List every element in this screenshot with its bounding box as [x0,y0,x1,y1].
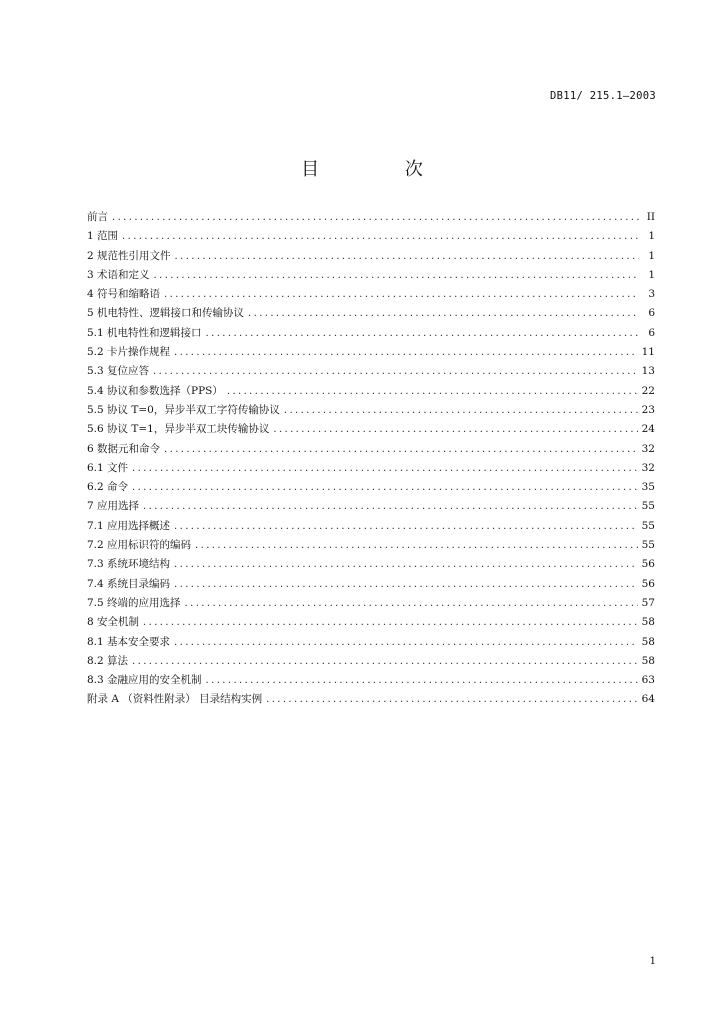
toc-entry-page: 63 [641,674,655,687]
toc-leader-dots [174,343,638,362]
toc-entry[interactable] [87,285,655,304]
toc-leader-dots [132,652,638,671]
toc-leader-dots [143,497,638,516]
toc-entry-page: 55 [641,539,655,552]
toc-entry-label: 8.1 基本安全要求 [87,635,171,648]
toc-entry-page: 1 [648,230,655,243]
toc-entry[interactable] [87,401,655,420]
toc-leader-dots [227,382,638,401]
document-code: DB11/ 215.1—2003 [550,90,656,102]
toc-entry-label: 6.2 命令 [87,481,129,494]
toc-entry-label: 5.4 协议和参数选择（PPS） [87,384,223,397]
toc-entry-label: 6.1 文件 [87,461,129,474]
toc-entry[interactable] [87,555,655,574]
toc-entry-label: 5.1 机电特性和逻辑接口 [87,326,202,339]
toc-entry-label: 7.3 系统环境结构 [87,558,171,571]
toc-leader-dots [284,401,638,420]
toc-entry-label: 5.3 复位应答 [87,365,150,378]
toc-entry-page: 6 [648,307,655,320]
toc-entry-page: 58 [641,654,655,667]
toc-entry-page: 1 [648,268,655,281]
toc-leader-dots [112,208,639,227]
toc-leader-dots [206,324,639,343]
toc-entry-page: 55 [641,500,655,513]
toc-leader-dots [195,536,638,555]
toc-entry-page: 56 [641,558,655,571]
toc-entry[interactable] [87,478,655,497]
toc-leader-dots [143,613,638,632]
toc-entry-label: 5.6 协议 T=1，异步半双工块传输协议 [87,423,270,436]
toc-entry[interactable] [87,517,655,536]
toc-entry[interactable] [87,690,655,709]
toc-leader-dots [153,362,638,381]
toc-entry-page: II [646,211,655,223]
toc-leader-dots [206,671,638,690]
toc-entry-page: 64 [641,693,655,706]
toc-entry[interactable] [87,575,655,594]
toc-entry[interactable] [87,594,655,613]
toc-entry-page: 58 [641,616,655,629]
toc-entry-page: 32 [641,461,655,474]
toc-entry-label: 7.1 应用选择概述 [87,519,171,532]
toc-entry-label: 7 应用选择 [87,500,140,513]
toc-entry[interactable] [87,382,655,401]
toc-entry[interactable] [87,227,655,246]
toc-entry-label: 8.2 算法 [87,654,129,667]
toc-entry-label: 7.4 系统目录编码 [87,577,171,590]
toc-entry[interactable] [87,208,655,227]
toc-entry[interactable] [87,247,655,266]
toc-entry[interactable] [87,266,655,285]
toc-entry[interactable] [87,497,655,516]
toc-entry-label: 3 术语和定义 [87,268,150,281]
toc-entry-page: 57 [641,596,655,609]
toc-entry[interactable] [87,343,655,362]
toc-entry-page: 3 [648,288,655,301]
toc-leader-dots [132,459,638,478]
table-of-contents [87,208,655,710]
toc-leader-dots [174,555,638,574]
toc-leader-dots [266,690,638,709]
page-title: 目 次 [301,159,463,180]
page-number: 1 [649,956,656,967]
toc-entry-page: 1 [648,249,655,262]
toc-entry-page: 35 [641,481,655,494]
toc-entry[interactable] [87,420,655,439]
toc-entry[interactable] [87,536,655,555]
toc-entry-label: 7.5 终端的应用选择 [87,596,181,609]
toc-leader-dots [174,633,638,652]
toc-leader-dots [154,266,639,285]
toc-entry[interactable] [87,362,655,381]
toc-entry-page: 22 [641,384,655,397]
toc-entry-label: 5.2 卡片操作规程 [87,346,171,359]
toc-entry[interactable] [87,652,655,671]
toc-entry[interactable] [87,613,655,632]
toc-entry[interactable] [87,633,655,652]
toc-leader-dots [185,594,638,613]
toc-entry[interactable] [87,324,655,343]
toc-entry-label: 6 数据元和命令 [87,442,161,455]
toc-leader-dots [164,285,639,304]
toc-entry-label: 8.3 金融应用的安全机制 [87,674,202,687]
toc-entry[interactable] [87,304,655,323]
toc-entry-label: 1 范围 [87,230,119,243]
toc-entry-page: 32 [641,442,655,455]
toc-leader-dots [164,440,638,459]
toc-entry-page: 55 [641,519,655,532]
toc-leader-dots [132,478,638,497]
toc-entry-label: 附录 A （资料性附录） 目录结构实例 [87,693,263,706]
toc-entry-label: 7.2 应用标识符的编码 [87,539,192,552]
toc-leader-dots [273,420,637,439]
toc-entry-label: 5 机电特性、逻辑接口和传输协议 [87,307,245,320]
toc-entry-page: 56 [641,577,655,590]
toc-leader-dots [174,517,638,536]
toc-entry-label: 8 安全机制 [87,616,140,629]
toc-entry-page: 58 [641,635,655,648]
toc-entry-page: 24 [641,423,655,436]
toc-entry-page: 6 [648,326,655,339]
toc-leader-dots [174,575,638,594]
toc-entry-label: 5.5 协议 T=0，异步半双工字符传输协议 [87,403,280,416]
toc-entry-page: 11 [641,346,655,359]
toc-entry[interactable] [87,440,655,459]
toc-entry[interactable] [87,671,655,690]
toc-entry-label: 前言 [87,211,108,223]
toc-leader-dots [248,304,639,323]
toc-entry[interactable] [87,459,655,478]
toc-entry-page: 13 [641,365,655,378]
toc-entry-label: 4 符号和缩略语 [87,288,161,301]
toc-leader-dots [175,247,639,266]
toc-entry-page: 23 [641,403,655,416]
toc-leader-dots [122,227,639,246]
toc-entry-label: 2 规范性引用文件 [87,249,171,262]
